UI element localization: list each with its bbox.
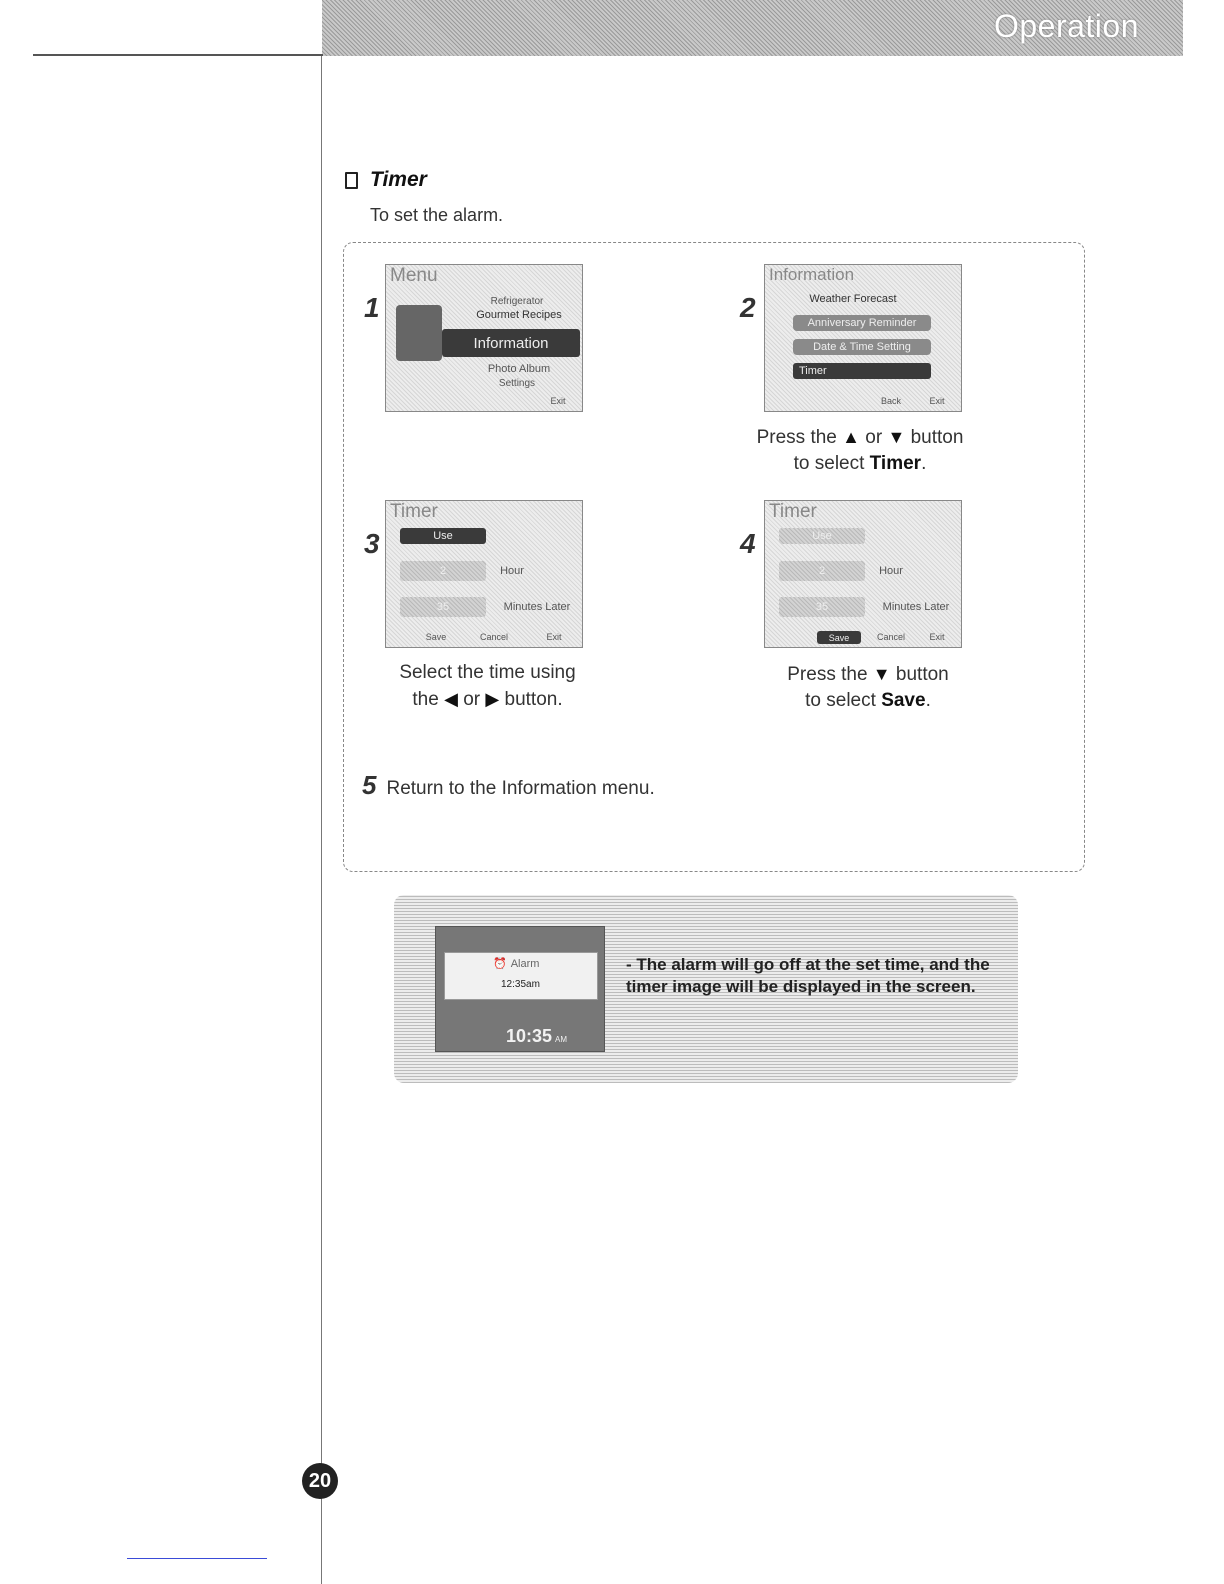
alarm-clock-icon: ⏰ [493, 958, 507, 970]
minutes-label: Minutes Later [882, 601, 950, 613]
hour-label: Hour [500, 565, 524, 577]
caption-bold: Timer [869, 453, 922, 474]
left-arrow-icon: ◀ [444, 689, 458, 709]
step-2-number: 2 [740, 292, 756, 323]
screen-footer-exit: Exit [929, 396, 945, 406]
caption-text: Press the [756, 427, 837, 448]
hour-value: 2 [779, 561, 865, 581]
hour-value: 2 [400, 561, 486, 581]
info-item: Weather Forecast [809, 293, 897, 305]
menu-item: Refrigerator [490, 295, 544, 307]
step-1-number: 1 [364, 292, 380, 323]
caption-text: Select the time using [399, 662, 576, 683]
step-3-number: 3 [364, 528, 380, 559]
caption-text: . [925, 690, 931, 711]
menu-item: Gourmet Recipes [476, 309, 562, 321]
step-5-number: 5 [362, 770, 377, 800]
menu-item-selected: Information [442, 329, 580, 357]
caption-text: Press the [787, 664, 868, 685]
caption-text: or [463, 689, 481, 710]
footer-save: Save [425, 632, 447, 642]
screen-title: Information [769, 265, 855, 284]
information-screen [764, 264, 962, 412]
section-title: Timer [370, 168, 427, 191]
footer-exit: Exit [929, 632, 945, 642]
caption-text: button. [504, 689, 563, 710]
footer-cancel: Cancel [479, 632, 508, 642]
calendar-icon [396, 305, 442, 361]
alarm-time: 12:35am [501, 979, 540, 990]
down-arrow-icon: ▼ [872, 664, 891, 684]
clock-time: 10:35 [506, 1026, 553, 1046]
down-arrow-icon: ▼ [887, 427, 906, 447]
header-rule [33, 54, 323, 56]
step-2-caption [720, 424, 1000, 477]
screen-footer: Exit [550, 396, 566, 406]
caption-text: button [895, 664, 949, 685]
caption-bold: Save [881, 690, 926, 711]
screen-title: Timer [769, 501, 817, 522]
info-item: Anniversary Reminder [793, 315, 931, 331]
step-4-caption [728, 661, 1008, 714]
step-5-text: Return to the Information menu. [386, 778, 655, 799]
margin-rule [321, 56, 322, 1584]
screen-title: Timer [390, 501, 438, 522]
use-toggle: Use [779, 528, 865, 544]
menu-screen [385, 264, 583, 412]
section-heading [345, 168, 427, 192]
minutes-value: 35 [779, 597, 865, 617]
alarm-card [444, 952, 598, 1000]
header-band [322, 0, 1183, 56]
use-toggle: Use [400, 528, 486, 544]
caption-text: to select [805, 690, 876, 711]
timer-screen-save [764, 500, 962, 648]
screen-title: Menu [390, 265, 438, 286]
page-number: 20 [302, 1463, 338, 1499]
timer-screen-select [385, 500, 583, 648]
clock-suffix: AM [555, 1035, 568, 1044]
alarm-label: Alarm [510, 957, 540, 970]
menu-item: Photo Album [487, 363, 551, 375]
caption-text: . [921, 453, 927, 474]
caption-text: the [412, 689, 439, 710]
minutes-label: Minutes Later [503, 601, 571, 613]
footer-exit: Exit [546, 632, 562, 642]
right-arrow-icon: ▶ [485, 689, 500, 709]
step-5 [362, 770, 655, 801]
info-item: Date & Time Setting [793, 339, 931, 355]
checkbox-bullet-icon [345, 172, 358, 189]
info-item-selected: Timer [793, 363, 931, 379]
hour-label: Hour [879, 565, 903, 577]
caption-text: or [865, 427, 883, 448]
footer-link-rule [127, 1558, 267, 1559]
menu-item: Settings [498, 377, 536, 389]
caption-text: to select [793, 453, 865, 474]
minutes-value: 35 [400, 597, 486, 617]
step-4-number: 4 [740, 528, 756, 559]
footer-cancel: Cancel [876, 632, 905, 642]
section-intro: To set the alarm. [370, 205, 504, 225]
screen-footer-back: Back [880, 396, 901, 406]
display-clock [506, 1026, 567, 1047]
caption-text: button [910, 427, 964, 448]
note-text: - The alarm will go off at the set time, and the timer image will be displayed in the screen. [626, 955, 990, 996]
footer-save-selected: Save [817, 631, 861, 644]
header-title: Operation [993, 8, 1139, 44]
step-3-caption [345, 660, 630, 713]
up-arrow-icon: ▲ [842, 427, 860, 447]
